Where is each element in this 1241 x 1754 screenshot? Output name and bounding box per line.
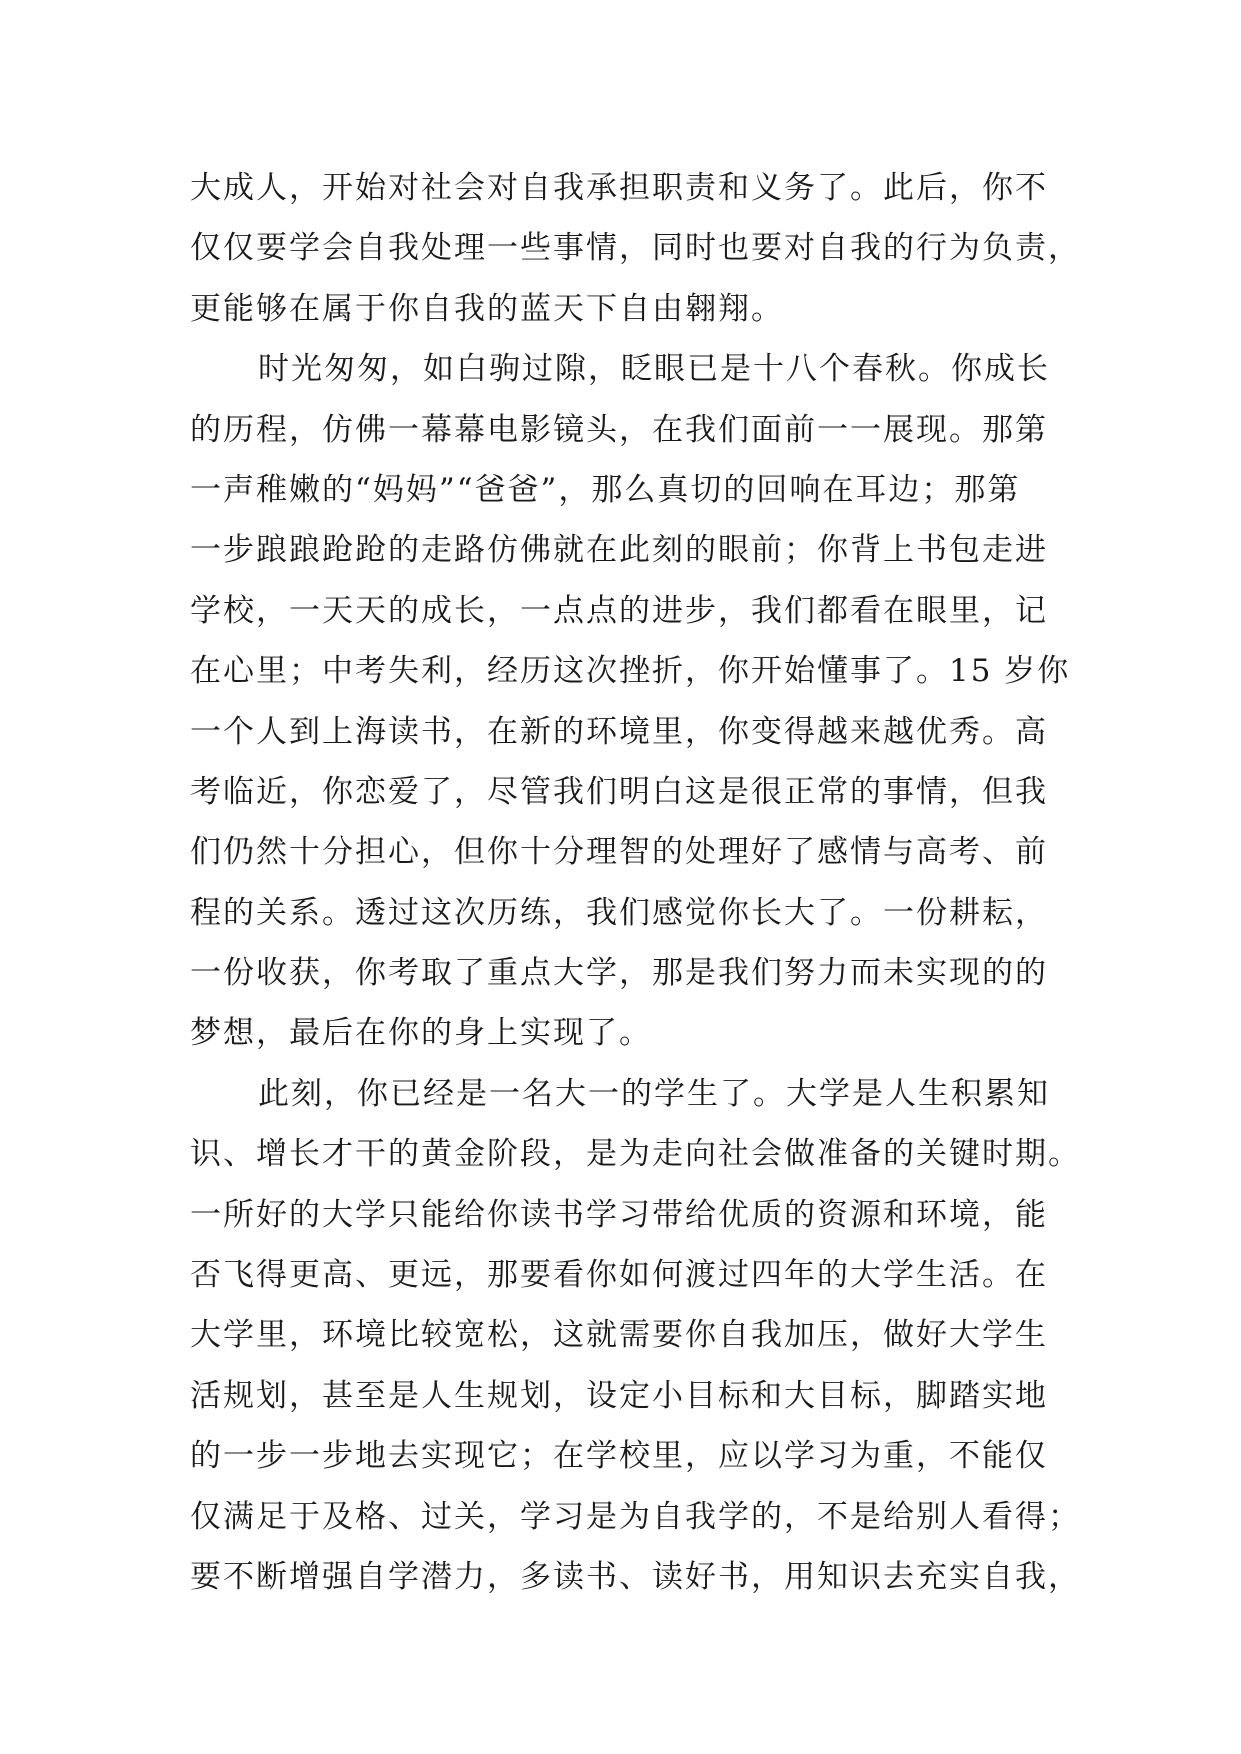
- text-line: 仅仅要学会自我处理一些事情，同时也要对自我的行为负责，: [190, 230, 1081, 267]
- text-line: 活规划，甚至是人生规划，设定小目标和大目标，脚踏实地: [190, 1377, 1048, 1414]
- text-line: 一步踉踉跄跄的走路仿佛就在此刻的眼前；你背上书包走进: [190, 532, 1048, 569]
- text-line: 的一步一步地去实现它；在学校里，应以学习为重，不能仅: [190, 1438, 1048, 1475]
- text-line: 一个人到上海读书，在新的环境里，你变得越来越优秀。高: [190, 713, 1048, 750]
- text-line: 考临近，你恋爱了，尽管我们明白这是很正常的事情，但我: [190, 773, 1048, 810]
- text-line: 一份收获，你考取了重点大学，那是我们努力而未实现的的: [190, 955, 1048, 992]
- text-line: 一声稚嫩的“妈妈”“爸爸”，那么真切的回响在耳边；那第: [190, 471, 1021, 508]
- text-line: 仅满足于及格、过关，学习是为自我学的，不是给别人看得；: [190, 1498, 1081, 1535]
- text-line: 一所好的大学只能给你读书学习带给优质的资源和环境，能: [190, 1196, 1048, 1233]
- text-line: 要不断增强自学潜力，多读书、读好书，用知识去充实自我，: [190, 1558, 1081, 1595]
- text-line: 学校，一天天的成长，一点点的进步，我们都看在眼里，记: [190, 592, 1048, 629]
- text-line: 否飞得更高、更远，那要看你如何渡过四年的大学生活。在: [190, 1257, 1048, 1294]
- document-body: [190, 158, 1100, 1607]
- text-line: 时光匆匆，如白驹过隙，眨眼已是十八个春秋。你成长: [258, 351, 1050, 388]
- text-line: 更能够在属于你自我的蓝天下自由翱翔。: [190, 290, 784, 327]
- text-line: 此刻，你已经是一名大一的学生了。大学是人生积累知: [258, 1075, 1050, 1112]
- paragraph: [190, 158, 1100, 339]
- paragraph: [190, 1064, 1100, 1608]
- paragraph: [190, 339, 1100, 1064]
- text-line: 识、增长才干的黄金阶段，是为走向社会做准备的关键时期。: [190, 1136, 1081, 1173]
- text-line: 大学里，环境比较宽松，这就需要你自我加压，做好大学生: [190, 1317, 1048, 1354]
- text-line: 梦想，最后在你的身上实现了。: [190, 1015, 652, 1052]
- text-line: 的历程，仿佛一幕幕电影镜头，在我们面前一一展现。那第: [190, 411, 1048, 448]
- text-line: 在心里；中考失利，经历这次挫折，你开始懂事了。15 岁你: [190, 653, 1071, 690]
- text-line: 大成人，开始对社会对自我承担职责和义务了。此后，你不: [190, 170, 1048, 206]
- text-line: 们仍然十分担心，但你十分理智的处理好了感情与高考、前: [190, 834, 1048, 871]
- text-line: 程的关系。透过这次历练，我们感觉你长大了。一份耕耘，: [190, 894, 1048, 931]
